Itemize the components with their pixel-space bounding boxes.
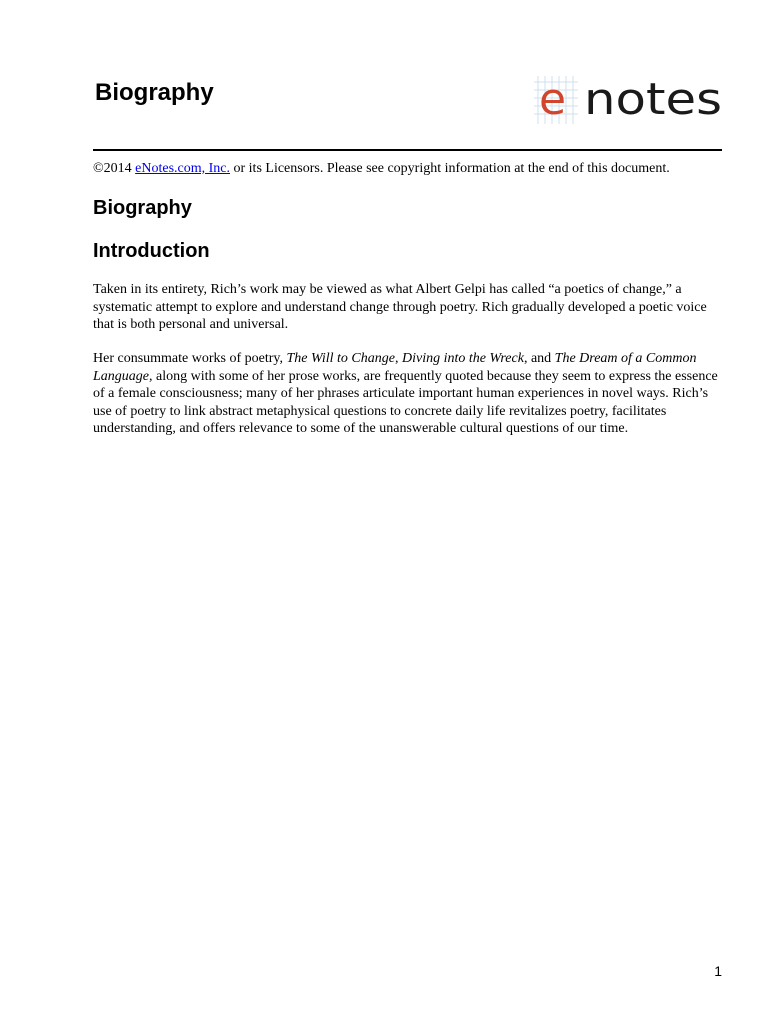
header-divider [93, 149, 722, 151]
enotes-logo [532, 72, 724, 126]
logo-word: notes [584, 74, 722, 125]
p2-text-4: , along with some of her prose works, are frequently quoted because they seem to express the essence of a female consciousness; many of her phrases articulate important human experiences in novel ways. Rich’s use of poetry to link abstract metaphysical questions to concrete daily life revitalizes poetry, facilitates understanding, and offers relevance to some of the unanswerable cultural questions of our time. [93, 368, 718, 436]
p2-text-1: Her consummate works of poetry, [93, 351, 287, 366]
enotes-link[interactable]: eNotes.com, Inc. [135, 161, 230, 176]
copyright-line [93, 159, 733, 179]
book-title-will-to-change: The Will to Change [286, 351, 395, 366]
copyright-prefix: ©2014 [93, 161, 136, 176]
copyright-suffix: or its Licensors. Please see copyright information at the end of this document. [230, 161, 670, 176]
section-heading: Biography [93, 197, 192, 219]
header-title: Biography [95, 79, 214, 106]
intro-paragraph-2 [93, 350, 725, 438]
p2-text-3: , and [523, 351, 555, 366]
subsection-heading: Introduction [93, 240, 210, 262]
p2-text-2: , [394, 351, 402, 366]
intro-paragraph-1: Taken in its entirety, Rich’s work may be viewed as what Albert Gelpi has called “a poetics of change,” a systematic attempt to explore and understand change through poetry. Rich gradually developed a poetic voice that is both personal and universal. [93, 282, 707, 332]
book-title-diving-into-wreck: Diving into the Wreck [401, 351, 524, 366]
logo-mark: e [539, 74, 567, 125]
page-number: 1 [714, 963, 722, 979]
book-title-dream-common-language: The Dream of a Common Language [93, 351, 697, 384]
